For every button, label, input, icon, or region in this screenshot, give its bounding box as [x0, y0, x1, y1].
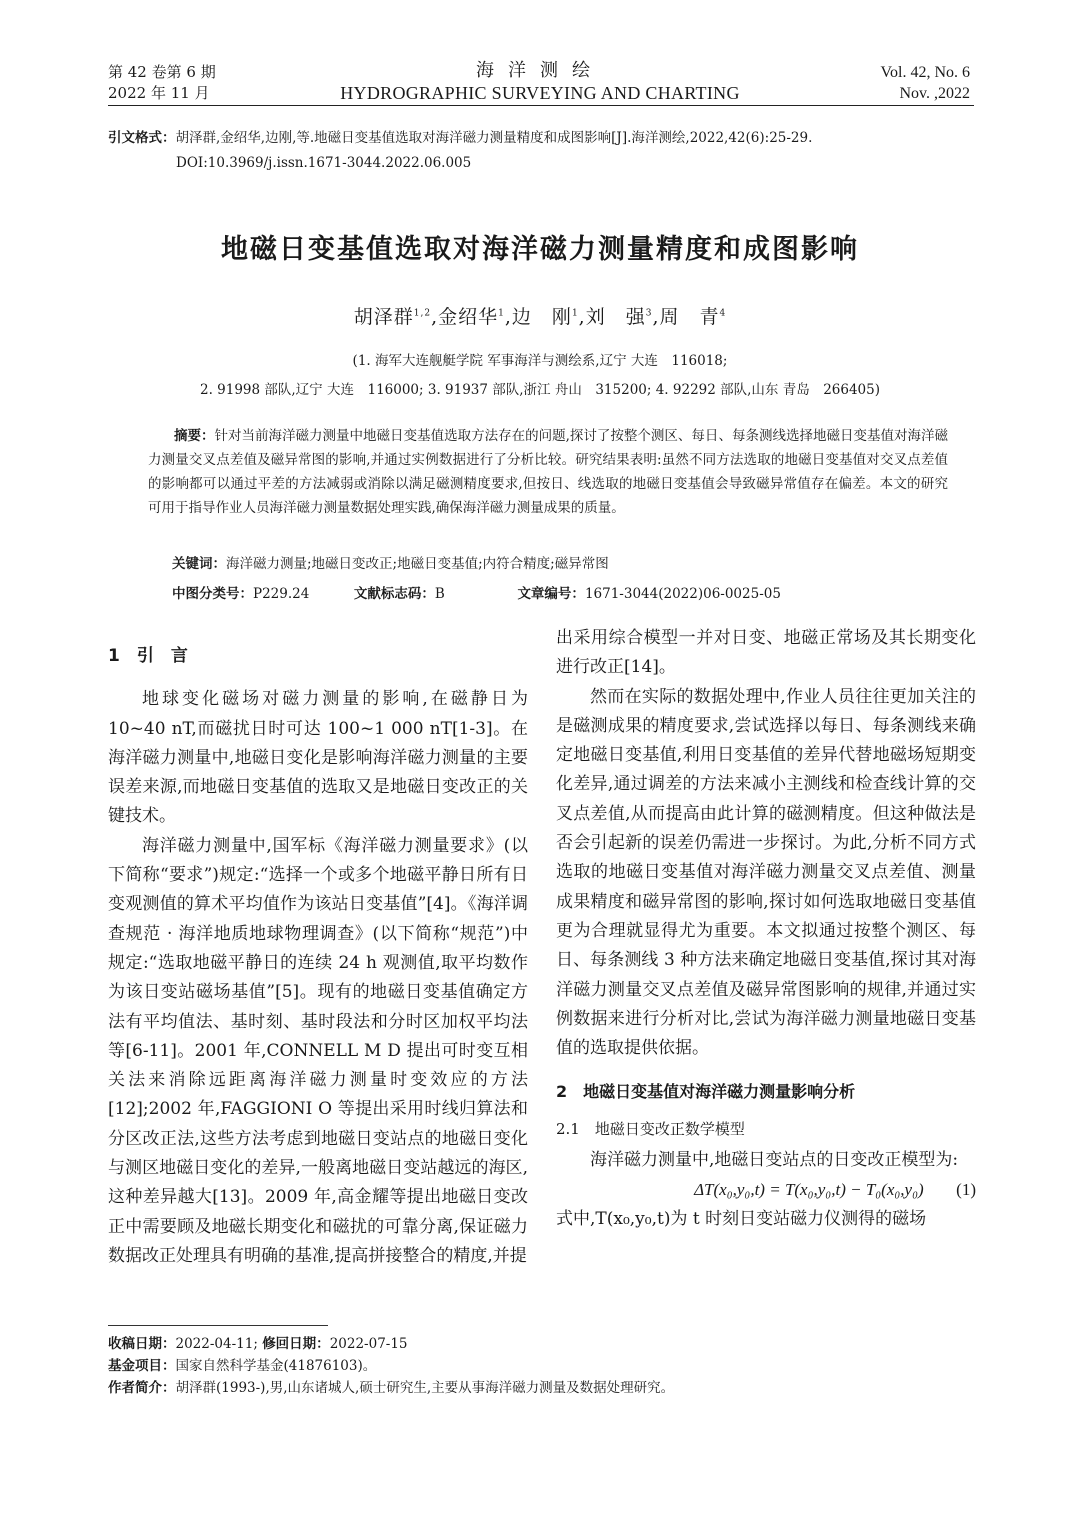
- volume-issue: 第 42 卷第 6 期: [108, 63, 216, 81]
- header-rule: [108, 105, 974, 106]
- footnote-rule: [108, 1325, 328, 1326]
- received-date: 2022-04-11: [175, 1336, 254, 1352]
- citation-text: 胡泽群,金绍华,边刚,等.地磁日变基值选取对海洋磁力测量精度和成图影响[J].海洋测绘,2022,42(6):25-29.: [175, 130, 813, 146]
- keywords-label: 关键词：: [172, 556, 226, 572]
- paragraph: 海洋磁力测量中,国军标《海洋磁力测量要求》(以下简称“要求”)规定:“选择一个或多个地磁平静日所有日变观测值的算术平均值作为该站日变基值”[4]。《海洋调查规范 · 海洋地质地球物理调查》(以下简称“规范”)中规定:“选取地磁平静日的连续 24 h 观测值,取平均数作为该日变站磁场基值”[5]。现有的地磁日变基值确定方法有平均值法、基时刻、基时段法和分时区加权平均法等[6-11]。2001 年,CONNELL M D 提出可时变互相关法来消除远距离海洋磁力测量时变效应的方法[12];2002 年,FAGGIONI O 等提出采用时线归算法和分区改正法,这些方法考虑到地磁日变站点的地磁日变化与测区地磁日变化的差异,一般离地磁日变站越远的海区,这种差异越大[13]。2009 年,高金耀等提出地磁日变改正中需要顾及地磁长期变化和磁扰的可靠分离,保证磁力数据改正处理具有明确的基准,提高拼接整合的精度,并提: [108, 835, 528, 1266]
- journal-name-zh: 海洋测绘: [476, 60, 604, 81]
- issue-info-en: [881, 62, 971, 104]
- author: 周 青$^4$: [659, 306, 727, 328]
- abstract-text: 针对当前海洋磁力测量中地磁日变基值选取方法存在的问题,探讨了按整个测区、每日、每条测线选择地磁日变基值对海洋磁力测量交叉点差值及磁异常图的影响,并通过实例数据进行了分析比较。研究结果表明:虽然不同方法选取的地磁日变基值对交叉点差值的影响都可以通过平差的方法减弱或消除以满足磁测精度要求,但按日、线选取的地磁日变基值会导致磁异常值存在偏差。本文的研究可用于指导作业人员海洋磁力测量数据处理实践,确保海洋磁力测量成果的质量。: [148, 428, 948, 516]
- volume-issue-en: Vol. 42, No. 6: [880, 64, 970, 81]
- paragraph: 式中,T(x₀,y₀,t)为 t 时刻日变站磁力仪测得的磁场: [556, 1208, 927, 1229]
- keywords-text: 海洋磁力测量;地磁日变改正;地磁日变基值;内符合精度;磁异常图: [226, 556, 609, 572]
- citation-block: [108, 126, 978, 176]
- author: 刘 强$^3$: [585, 306, 653, 328]
- equation-number: (1): [956, 1180, 976, 1200]
- author: 边 刚$^1$: [511, 306, 579, 328]
- classification-row: 中图分类号：P229.24 文献标志码：B 文章编号：1671-3044(2022)06-0025-05: [172, 586, 781, 602]
- paper-title: 地磁日变基值选取对海洋磁力测量精度和成图影响: [221, 234, 859, 265]
- left-column: [108, 640, 528, 1271]
- affiliation-line: 2. 91998 部队,辽宁 大连 116000; 3. 91937 部队,浙江 舟山 315200; 4. 92292 部队,山东 青岛 266405): [199, 382, 881, 398]
- dates: 收稿日期：2022-04-11; 修回日期：2022-07-15: [108, 1336, 408, 1352]
- author: 金绍华$^1$: [438, 306, 505, 328]
- author-bio: 作者简介：胡泽群(1993-),男,山东诸城人,硕士研究生,主要从事海洋磁力测量及数据处理研究。: [108, 1380, 675, 1396]
- affiliation-line: (1. 海军大连舰艇学院 军事海洋与测绘系,辽宁 大连 116018;: [352, 353, 728, 369]
- section-heading: 1 引 言: [108, 646, 188, 666]
- paragraph: 然而在实际的数据处理中,作业人员往往更加关注的是磁测成果的精度要求,尝试选择以每日、每条测线来确定地磁日变基值,利用日变基值的差异代替地磁场短期变化差异,通过调差的方法来减小主测线和检查线计算的交叉点差值,从而提高由此计算的磁测精度。但这种做法是否会引起新的误差仍需进一步探讨。为此,分析不同方式选取的地磁日变基值对海洋磁力测量交叉点差值、测量成果精度和磁异常图的影响,探讨如何选取地磁日变基值更为合理就显得尤为重要。本文拟通过按整个测区、每日、每条测线 3 种方法来确定地磁日变基值,探讨其对海洋磁力测量交叉点差值及磁异常图影响的规律,并通过实例数据来进行分析对比,尝试为海洋磁力测量地磁日变基值的选取提供依据。: [556, 686, 976, 1059]
- footnotes: [108, 1333, 674, 1399]
- document-code: B: [434, 586, 445, 602]
- author: 胡泽群$^{1,2}$: [353, 306, 432, 328]
- revised-date: 2022-07-15: [329, 1336, 408, 1352]
- affiliations: [0, 347, 1080, 405]
- equation: ΔT(x₀,y₀,t) = T(x₀,y₀,t) − T₀(x₀,y₀): [694, 1180, 924, 1200]
- article-number: 1671-3044(2022)06-0025-05: [584, 586, 781, 602]
- paragraph: 地球变化磁场对磁力测量的影响,在磁静日为 10~40 nT,而磁扰日时可达 100~1 000 nT[1-3]。在海洋磁力测量中,地磁日变化是影响海洋磁力测量的主要误差来源,而地磁日变基值的选取又是地磁日变改正的关键技术。: [108, 689, 528, 827]
- abstract-label: 摘要：: [174, 428, 215, 444]
- section-heading: 2 地磁日变基值对海洋磁力测量影响分析: [556, 1082, 856, 1102]
- abstract: [148, 424, 948, 520]
- fund: 基金项目：国家自然科学基金(41876103)。: [108, 1358, 377, 1374]
- journal-name-en: HYDROGRAPHIC SURVEYING AND CHARTING: [340, 83, 740, 103]
- clc-number: P229.24: [253, 586, 310, 602]
- issue-date-en: Nov. ,2022: [899, 85, 970, 102]
- subsection-heading: 2.1 地磁日变改正数学模型: [556, 1119, 745, 1138]
- equation-1: [556, 1175, 976, 1204]
- author-list: 胡泽群$^{1,2}$,金绍华$^1$,边 刚$^1$,刘 强$^3$,周 青$^4$: [353, 306, 727, 328]
- citation-label: 引文格式：: [108, 130, 176, 146]
- issue-date: 2022 年 11 月: [108, 84, 210, 102]
- author-bio-text: 胡泽群(1993-),男,山东诸城人,硕士研究生,主要从事海洋磁力测量及数据处理研究。: [175, 1380, 675, 1396]
- fund-text: 国家自然科学基金(41876103)。: [175, 1358, 377, 1374]
- paragraph: 出采用综合模型一并对日变、地磁正常场及其长期变化进行改正[14]。: [556, 628, 976, 678]
- keywords: [172, 552, 609, 572]
- paragraph: 海洋磁力测量中,地磁日变站点的日变改正模型为:: [590, 1150, 959, 1171]
- right-column: [556, 624, 976, 1234]
- doi[interactable]: DOI:10.3969/j.issn.1671-3044.2022.06.005: [176, 155, 472, 171]
